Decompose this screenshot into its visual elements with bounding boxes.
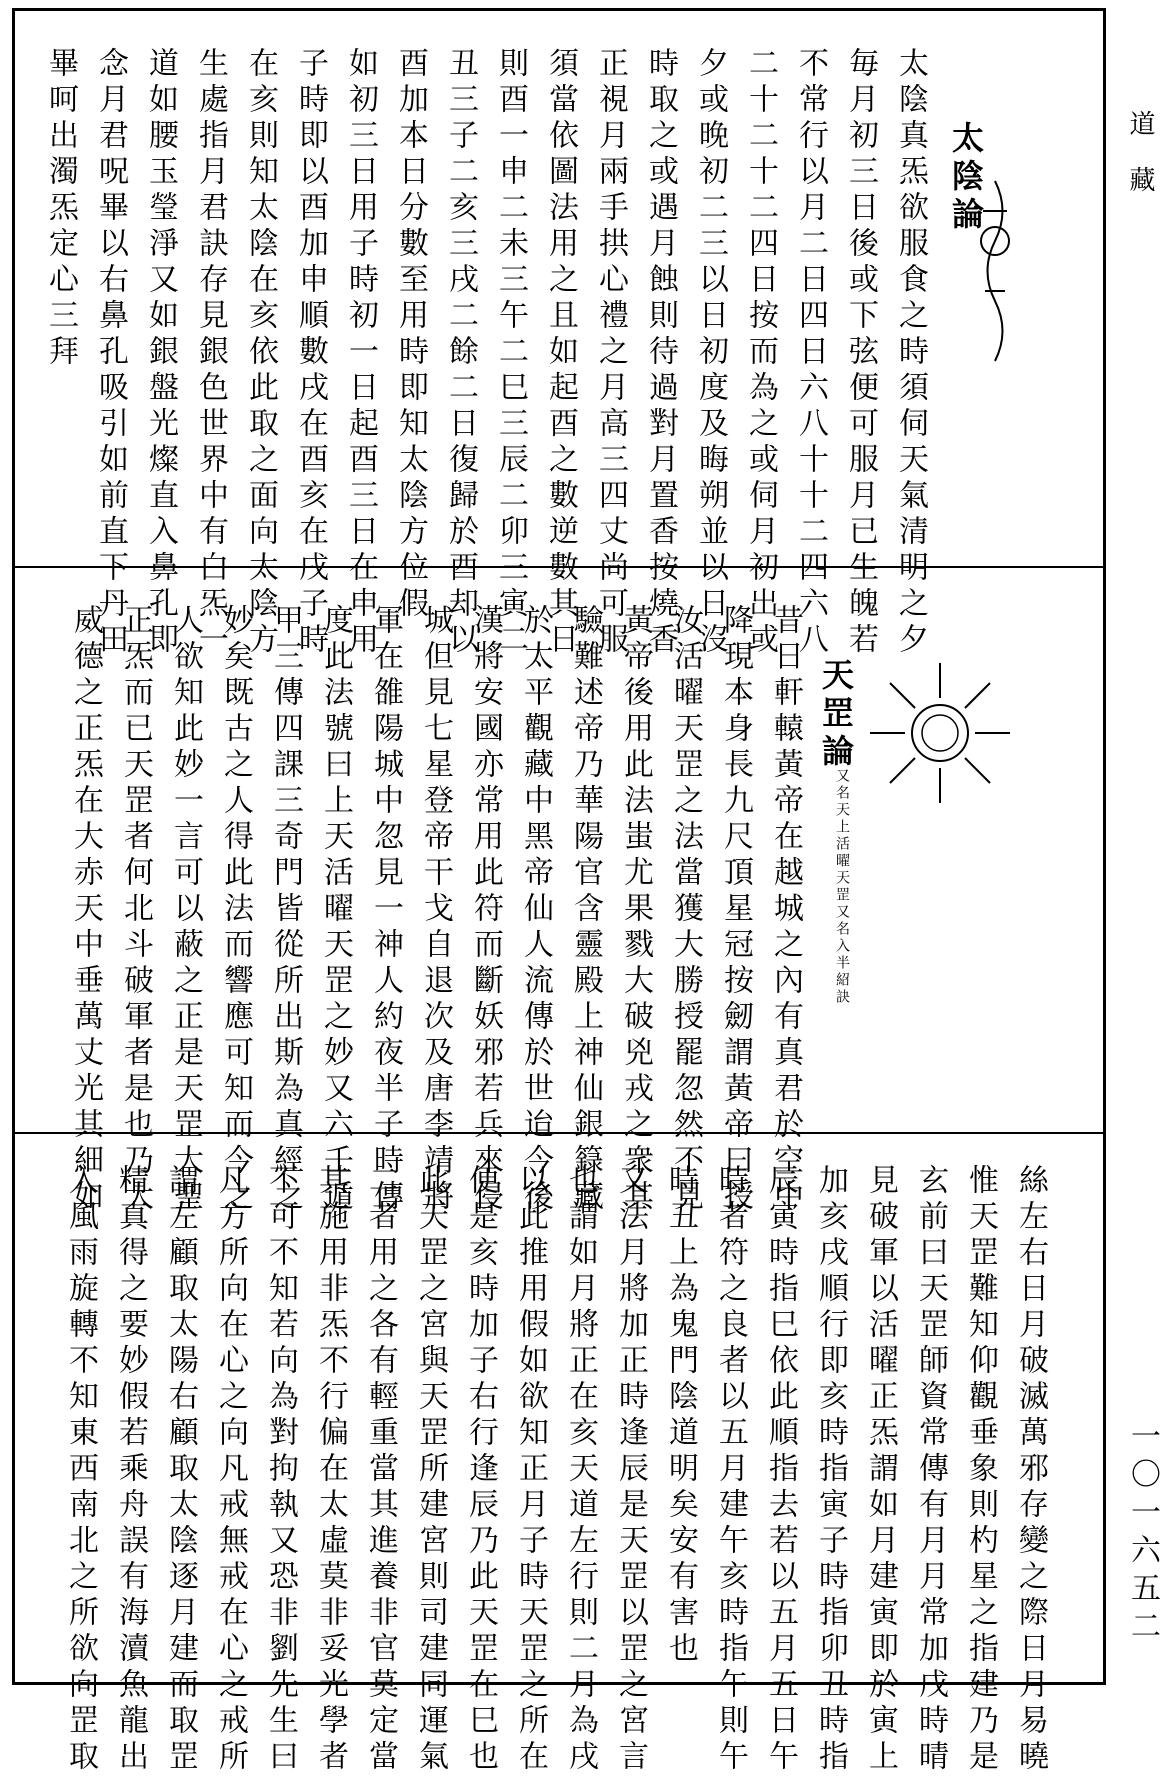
- text-column: 時取之或遇月蝕則待過對月置香按燒香: [643, 47, 678, 659]
- text-column: 其施用非炁不行偏在太虛莫非妥光學者: [313, 1164, 348, 1776]
- text-column: 二者用之各有輕重當其進養非官莫定當: [363, 1164, 398, 1776]
- text-column: 太陰真炁欲服食之時須伺天氣清明之夕: [893, 47, 928, 659]
- text-column: 昔日軒轅黃帝在越城之內有真君於空中: [768, 604, 803, 1216]
- text-column: 威德之正炁在大赤天中垂萬丈光其細如: [68, 604, 103, 1216]
- text-column: 以此推用假如欲知正月子時天罡之所在: [513, 1164, 548, 1776]
- text-column: 此天罡之宮與天罡所建宮則司建同運氣: [413, 1164, 448, 1776]
- text-column: 不可不知若向為對拘執又恐非劉先生曰: [263, 1164, 298, 1776]
- text-column: 夕或晚初二三以日初度及晦朔並以日沒: [693, 47, 728, 659]
- text-column: 加亥戌順行即亥時指寅子時指卯丑時指: [813, 1164, 848, 1776]
- text-column: 正視月兩手拱心禮之月高三四丈尚可服: [593, 47, 628, 659]
- text-column: 於太平觀藏中黑帝仙人流傳於世迨今後: [518, 604, 553, 1216]
- text-column: 度此法號曰上天活曜天罡之妙又六壬遁: [318, 604, 353, 1216]
- book-title: 道藏: [1125, 110, 1155, 222]
- text-column: 不常行以月二日四日六八十十二四六八: [793, 47, 828, 659]
- section-tiangang: [15, 566, 1103, 1216]
- section-title: 太陰論: [947, 121, 985, 235]
- text-column: 絲左右日月破滅萬邪存變之際日月易曉: [1013, 1164, 1048, 1776]
- text-column: 辰寅時指巳依此順指去若以五月五日午: [763, 1164, 798, 1776]
- text-column: 人欲知此妙一言可以蔽之正是天罡大聖: [168, 604, 203, 1216]
- text-column: 生處指月君訣存見銀色世界中有白炁一: [193, 47, 228, 659]
- section-title: 天罡論: [817, 658, 855, 772]
- section-subtitle: 又名天上活曜天罡又名入半紹訣: [834, 768, 850, 1006]
- text-column: 道如腰玉瑩淨又如銀盤光燦直入鼻孔即: [143, 47, 178, 659]
- text-column: 黃帝後用此法蚩尤果戮大破兇戎之衆其: [618, 604, 653, 1216]
- text-column: 毎月初三日後或下弦便可服月已生魄若: [843, 47, 878, 659]
- text-column: 時者符之良者以五月建午亥時指午則午: [713, 1164, 748, 1776]
- text-column: 惟天罡難知仰觀垂象則杓星之指建乃是: [963, 1164, 998, 1776]
- text-column: 丑三子二亥三戌二餘二日復歸於酉却以: [443, 47, 478, 659]
- text-column: 精真得之要妙假若乘舟誤有海瀆魚龍出: [113, 1164, 148, 1776]
- text-column: 須當依圖法用之且如起酉之數逆數其日: [543, 47, 578, 659]
- text-column: 時丑上為鬼門陰道明矣安有害也: [663, 1164, 698, 1668]
- text-column: 妙矣既古之人得此法而響應可知而今之: [218, 604, 253, 1216]
- text-column: 凡方所向在心之向凡戒無戒在心之戒所: [213, 1164, 248, 1776]
- section-taiyin: [15, 11, 1103, 659]
- text-column: 也謂如月將正在亥天道左行則二月為戌: [563, 1164, 598, 1776]
- text-column: 子時即以酉加申順數戌在酉亥在戌子時: [293, 47, 328, 659]
- text-column: 則酉一申二未三午二巳三辰二卯三寅二: [493, 47, 528, 659]
- text-column: 漢將安國亦常用此符而斷妖邪若兵來侵: [468, 604, 503, 1216]
- text-column: 在亥則知太陰在亥依此取之面向太陰方: [243, 47, 278, 659]
- text-column: 城但見七星登帝干戈自退次及唐李靖將: [418, 604, 453, 1216]
- text-column: 見破軍以活曜正炁謂如月建寅即於寅上: [863, 1164, 898, 1776]
- text-column: 入風雨旋轉不知東西南北之所欲向罡取: [63, 1164, 98, 1776]
- page-frame: [12, 8, 1106, 1776]
- text-column: 酉加本日分數至用時即知太陰方位假: [393, 47, 428, 623]
- text-column: 如初三日用子時初一日起酉三日在申用: [343, 47, 378, 659]
- text-column: 念月君呪畢以右鼻孔吸引如前直下丹田: [93, 47, 128, 659]
- text-column: 降現本身長九尺頂星冠按劒謂黃帝曰授: [718, 604, 753, 1216]
- text-column: 汝活曜天罡之法當獲大勝授罷忽然不見: [668, 604, 703, 1216]
- text-column: 甲三傳四課三奇門皆從所出斯為真經之: [268, 604, 303, 1216]
- text-column: 二十二十二四日按而為之或伺月初出或: [743, 47, 778, 659]
- text-column: 便是亥時加子右行逢辰乃此天罡在巳也: [463, 1164, 498, 1776]
- text-column: 驗難述帝乃華陽官含靈殿上神仙銀籙藏: [568, 604, 603, 1216]
- text-column: 玄前曰天罡師資常傳有月月常加戌時晴: [913, 1164, 948, 1776]
- page-number: 一〇一六五二: [1125, 1420, 1160, 1648]
- text-column: 軍在雒陽城中忽見一神人約夜半子時傳: [368, 604, 403, 1216]
- text-column: 畢呵出濁炁定心三拜: [43, 47, 78, 371]
- talisman-seal-icon: [965, 171, 1025, 371]
- section-continued: [15, 1132, 1103, 1776]
- talisman-star-icon: [865, 658, 1015, 808]
- text-column: 又法月將加正時逢辰是天罡以罡之宮言: [613, 1164, 648, 1776]
- text-column: 正炁而已天罡者何北斗破軍者是也乃大: [118, 604, 153, 1216]
- text-column: 謂左顧取太陽右顧取太陰逐月建而取罡: [163, 1164, 198, 1776]
